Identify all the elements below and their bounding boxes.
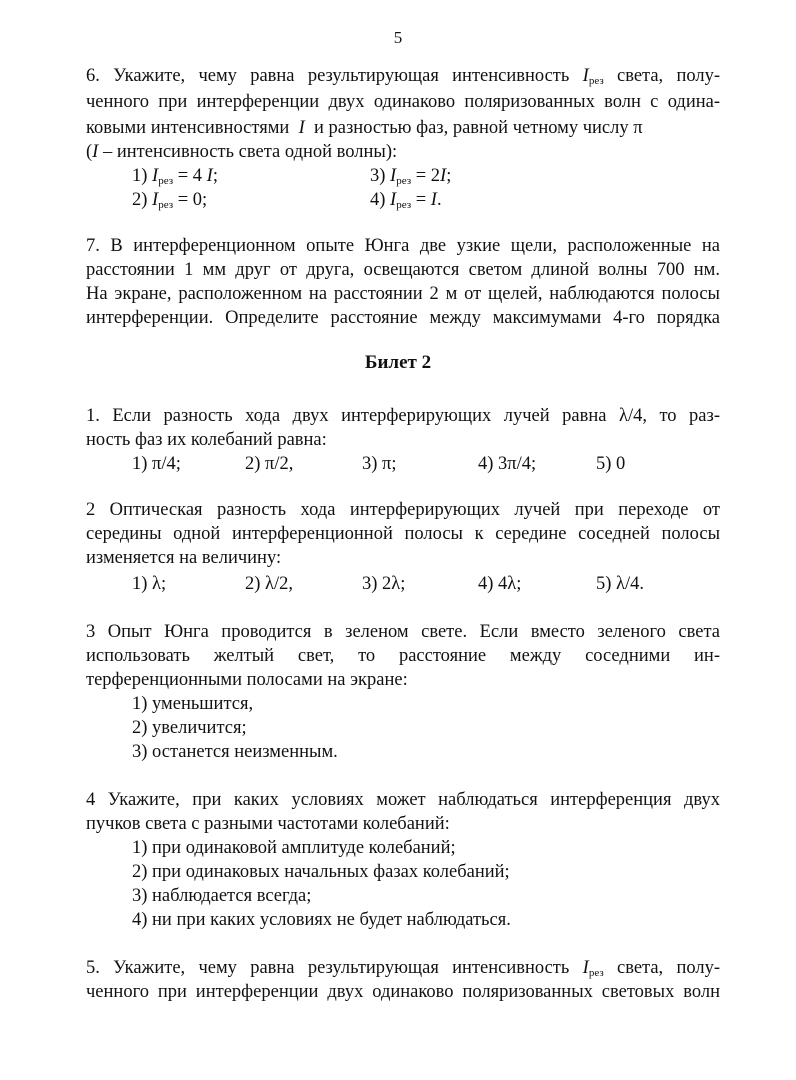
t4-option-4: 4) ни при каких условиях не будет наблюдаться. (132, 910, 511, 930)
q6-option-2: 2) $I_{рез} = 0$; (132, 190, 208, 211)
t1-option-1: 1) π/4; (132, 454, 181, 474)
t3-line-2: использовать желтый свет, то расстояние между соседними ин- (86, 646, 720, 666)
t1-option-2: 2) π/2, (245, 454, 294, 474)
q6-line-2: ченного при интерференции двух одинаково поляризованных волн с одина- (86, 92, 720, 112)
t5-line-2: ченного при интерференции двух одинаково поляризованных световых волн (86, 982, 720, 1002)
t3-option-3: 3) останется неизменным. (132, 742, 338, 762)
q6-line-4: (I – интенсивность света одной волны): (86, 142, 398, 162)
t1-line-1: 1. Если разность хода двух интерферирующих лучей равна λ/4, то раз- (86, 406, 720, 426)
t3-line-1: 3 Опыт Юнга проводится в зеленом свете. Если вместо зеленого света (86, 622, 720, 642)
t5-line-1: 5. Укажите, чему равна результирующая интенсивность $I_{рез}$ света, полу- (86, 958, 721, 979)
t2-line-1: 2 Оптическая разность хода интерферирующих лучей при переходе от (86, 500, 720, 520)
q7-line-3: На экране, расположенном на расстоянии 2 м от щелей, наблюдаются полосы (86, 284, 720, 304)
t2-option-5: 5) λ/4. (596, 574, 645, 594)
t3-line-3: терференционными полосами на экране: (86, 670, 408, 690)
q6-line-3: ковыми интенсивностями I и разностью фаз, равной четному числу π (86, 118, 643, 138)
t2-option-2: 2) λ/2, (245, 574, 294, 594)
q6-option-4: 4) $I_{рез} = I$. (370, 190, 442, 211)
t2-line-2: середины одной интерференционной полосы к середине соседней полосы (86, 524, 720, 544)
q6-option-3: 3) $I_{рез} = 2I$; (370, 166, 452, 187)
page-number: 5 (393, 28, 403, 47)
t1-line-2: ность фаз их колебаний равна: (86, 430, 327, 450)
t1-option-5: 5) 0 (596, 454, 626, 474)
t1-option-3: 3) π; (362, 454, 397, 474)
ticket-title: Билет 2 (364, 352, 432, 373)
q7-line-4: интерференции. Определите расстояние между максимумами 4-го порядка (86, 308, 720, 328)
t3-option-2: 2) увеличится; (132, 718, 247, 738)
q6-line-1: 6. Укажите, чему равна результирующая интенсивность $I_{рез}$ света, полу- (86, 66, 721, 87)
t4-option-1: 1) при одинаковой амплитуде колебаний; (132, 838, 456, 858)
t4-option-3: 3) наблюдается всегда; (132, 886, 312, 906)
t4-line-2: пучков света с разными частотами колебаний: (86, 814, 450, 834)
t2-option-4: 4) 4λ; (478, 574, 522, 594)
t3-option-1: 1) уменьшится, (132, 694, 254, 714)
t1-option-4: 4) 3π/4; (478, 454, 537, 474)
t2-line-3: изменяется на величину: (86, 548, 282, 568)
t2-option-3: 3) 2λ; (362, 574, 406, 594)
q6-option-1: 1) $I_{рез} = 4$ I; (132, 166, 218, 187)
q7-line-2: расстоянии 1 мм друг от друга, освещаются светом длиной волны 700 нм. (86, 260, 720, 280)
t4-option-2: 2) при одинаковых начальных фазах колебаний; (132, 862, 510, 882)
q7-line-1: 7. В интерференционном опыте Юнга две узкие щели, расположенные на (86, 236, 720, 256)
t4-line-1: 4 Укажите, при каких условиях может наблюдаться интерференция двух (86, 790, 720, 810)
t2-option-1: 1) λ; (132, 574, 167, 594)
